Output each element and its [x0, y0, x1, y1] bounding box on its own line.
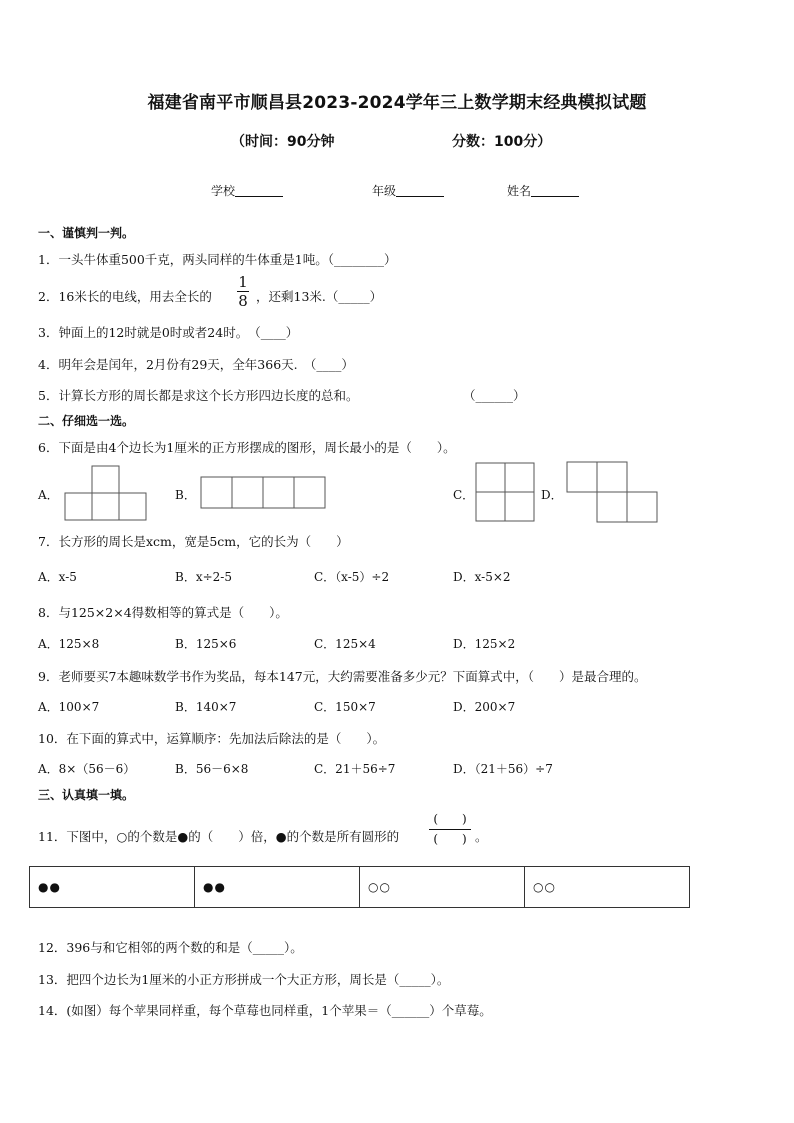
grade-field [372, 182, 444, 199]
q8-option-c: C．125×4 [314, 637, 376, 651]
school-blank [235, 184, 283, 197]
dot-cell: ○○ [360, 867, 525, 908]
q8-option-b: B．125×6 [175, 637, 237, 651]
q6-figure-c [475, 462, 537, 524]
q6-option-c-label: C． [453, 488, 475, 502]
section-3-heading: 三、认真填一填。 [38, 788, 135, 802]
dot-cell: ●● [30, 867, 195, 908]
question-11-end: 。 [475, 829, 488, 844]
q6-figure-d [566, 461, 658, 523]
question-6: 6．下面是由4个边长为1厘米的正方形摆成的图形，周长最小的是（ ）。 [38, 440, 456, 455]
question-3: 3．钟面上的12时就是0时或者24时。 （____） [38, 325, 299, 340]
q9-option-d: D．200×7 [453, 700, 516, 714]
q10-option-d: D．（21＋56）÷7 [453, 762, 553, 776]
question-2-part-b: ，还剩13米.（_____） [256, 289, 383, 304]
question-11: 11．下图中，○的个数是●的（ ）倍，●的个数是所有圆形的 [38, 829, 400, 844]
q8-option-a: A．125×8 [38, 637, 100, 651]
fraction-denominator: ( ) [433, 832, 467, 846]
section-2-heading: 二、仔细选一选。 [38, 414, 135, 428]
q9-option-c: C．150×7 [314, 700, 376, 714]
q10-option-b: B．56－6×8 [175, 762, 249, 776]
grade-label: 年级 [372, 184, 397, 198]
question-4: 4．明年会是闰年，2月份有29天，全年366天. （____） [38, 357, 354, 372]
fraction-numerator: 1 [238, 273, 248, 291]
time-label: （时间：90分钟 [231, 134, 335, 150]
question-12: 12．396与和它相邻的两个数的和是（_____）。 [38, 940, 303, 955]
score-label: 分数：100分） [452, 134, 552, 150]
q8-option-d: D．125×2 [453, 637, 516, 651]
fraction-denominator: 8 [238, 292, 248, 310]
question-7: 7．长方形的周长是xcm，宽是5cm，它的长为（ ） [38, 534, 349, 549]
question-11-fraction [429, 812, 471, 847]
q9-option-a: A．100×7 [38, 700, 100, 714]
q7-option-d: D．x-5×2 [453, 570, 511, 584]
question-13: 13．把四个边长为1厘米的小正方形拼成一个大正方形，周长是（_____）。 [38, 972, 450, 987]
question-1: 1．一头牛体重500千克，两头同样的牛体重是1吨。（________） [38, 252, 397, 267]
school-label: 学校 [211, 184, 236, 198]
grade-blank [396, 184, 444, 197]
q10-option-c: C．21＋56÷7 [314, 762, 396, 776]
dots-table [29, 866, 690, 908]
question-5: 5．计算长方形的周长都是求这个长方形四边长度的总和。 [38, 388, 359, 403]
q6-figure-b [200, 476, 326, 509]
q6-option-d-label: D． [541, 488, 563, 502]
section-1-heading: 一、谨慎判一判。 [38, 226, 135, 240]
fraction-numerator: ( ) [433, 812, 467, 826]
dot-cell: ●● [195, 867, 360, 908]
page-title: 福建省南平市顺昌县2023-2024学年三上数学期末经典模拟试题 [147, 93, 647, 113]
q6-figure-a [64, 465, 148, 523]
name-blank [531, 184, 579, 197]
q7-option-b: B．x÷2-5 [175, 570, 232, 584]
name-field [507, 182, 579, 199]
q9-option-b: B．140×7 [175, 700, 237, 714]
school-field [211, 182, 283, 199]
question-9: 9．老师要买7本趣味数学书作为奖品，每本147元，大约需要准备多少元？下面算式中，（ ）是最合理的。 [38, 669, 647, 684]
question-2-fraction [237, 274, 249, 309]
name-label: 姓名 [507, 184, 532, 198]
q10-option-a: A．8×（56－6） [38, 762, 136, 776]
q7-option-a: A．x-5 [38, 570, 77, 584]
q6-option-a-label: A． [38, 488, 59, 502]
fraction-bar [429, 829, 471, 830]
question-14: 14．(如图）每个苹果同样重，每个草莓也同样重，1个苹果＝（______）个草莓。 [38, 1003, 492, 1018]
question-10: 10．在下面的算式中，运算顺序：先加法后除法的是（ ）。 [38, 731, 386, 746]
table-row [30, 867, 690, 908]
dot-cell: ○○ [525, 867, 690, 908]
q7-option-c: C．（x-5）÷2 [314, 570, 390, 584]
question-5-blank: （______） [463, 388, 526, 403]
q6-option-b-label: B． [175, 488, 196, 502]
question-2-part-a: 2．16米长的电线，用去全长的 [38, 289, 212, 304]
question-8: 8．与125×2×4得数相等的算式是（ ）。 [38, 605, 288, 620]
